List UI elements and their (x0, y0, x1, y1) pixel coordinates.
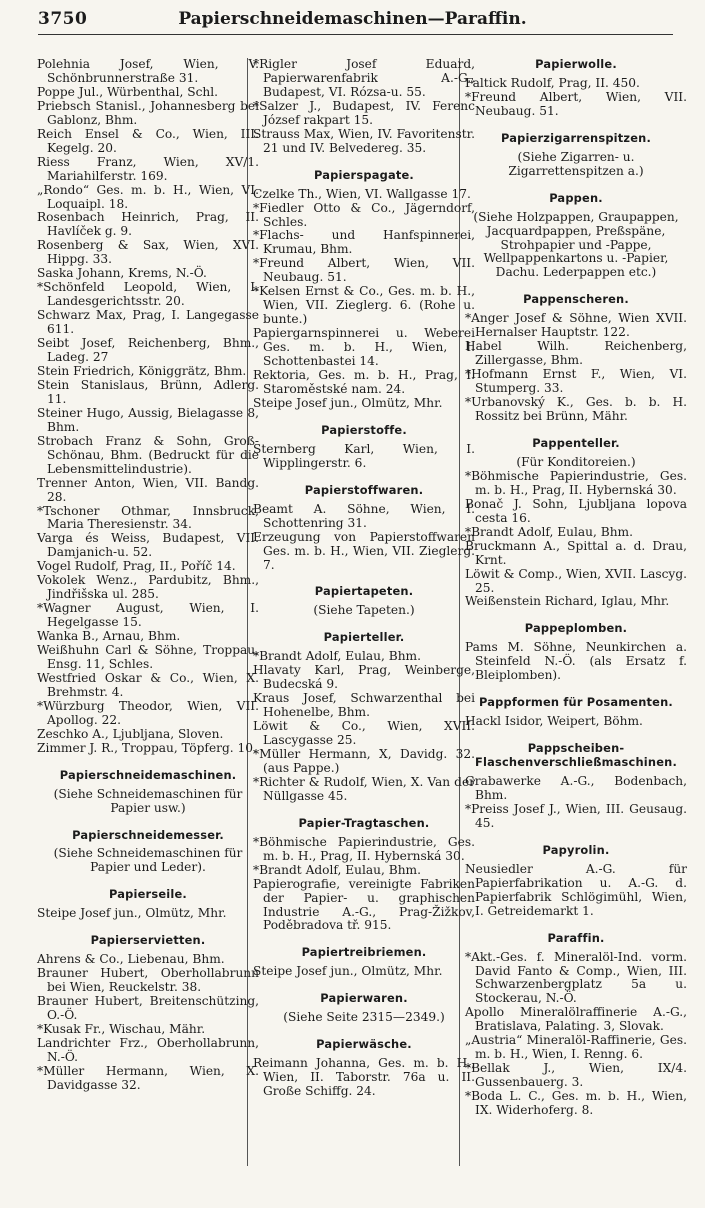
directory-entry: *Schönfeld Leopold, Wien, I. Landesgerichtsstr. 20. (37, 280, 259, 309)
cross-reference-note: (Für Konditoreien.) (516, 454, 636, 469)
section-heading: Papierwolle. (535, 57, 617, 71)
directory-entry: *Müller Hermann, X, Davidg. 32. (aus Pappe.) (253, 746, 475, 775)
section-heading: Papyrolin. (542, 842, 610, 857)
directory-entry: Rosenbach Heinrich, Prag, II. Havlíček g. 9. (37, 210, 259, 239)
directory-entry: Poppe Jul., Würbenthal, Schl. (37, 84, 219, 99)
page-header (30, 6, 675, 34)
directory-entry: Papierografie, vereinigte Fabriken der Papier- u. graphischen Industrie A.-G., Prag-Žižkov, Poděbradova tř. 915. (253, 876, 475, 933)
directory-entry: Rosenberg & Sax, Wien, XVI. Hippg. 33. (37, 238, 259, 267)
directory-entry: *Richter & Rudolf, Wien, X. Van der Nüllgasse 45. (253, 774, 475, 803)
directory-entry: *Akt.-Ges. f. Mineralöl-Ind. vorm. David Fanto & Comp., Wien, III. Schwarzenbergplatz 5a u. Stockerau, N.-Ö. (465, 949, 687, 1006)
section-heading: Pappeplomben. (524, 621, 628, 636)
directory-entry: „Rondo“ Ges. m. b. H., Wien, VI. Loquaipl. 18. (37, 182, 259, 211)
section-heading: Papierzigarrenspitzen. (500, 130, 652, 145)
section-heading: Papiertapeten. (314, 584, 414, 599)
directory-entry: Steipe Josef jun., Olmütz, Mhr. (253, 964, 443, 979)
section-heading: Papierteller. (323, 630, 405, 645)
directory-entry: *Hofmann Ernst F., Wien, VI. Stumperg. 33. (465, 367, 687, 396)
column-3 (465, 58, 687, 1118)
directory-entry: Beamt A. Söhne, Wien, I. Schottenring 31. (253, 501, 475, 530)
directory-entry: *Kelsen Ernst & Co., Ges. m. b. H., Wien, VII. Zieglerg. 6. (Rohe u. bunte.) (253, 284, 475, 327)
cross-reference-note: (Siehe Seite 2315—2349.) (283, 1010, 445, 1025)
directory-entry: Steipe Josef jun., Olmütz, Mhr. (37, 906, 227, 921)
section-heading: Pappformen für Posamenten. (479, 695, 673, 710)
directory-entry: Steipe Josef jun., Olmütz, Mhr. (253, 395, 443, 410)
directory-entry: Bonač J. Sohn, Ljubljana lopova cesta 16. (465, 496, 687, 525)
section-heading: Papierstoffe. (321, 422, 407, 437)
directory-entry: *Urbanovský K., Ges. b. b. H. Rossitz bei Brünn, Mähr. (465, 395, 687, 424)
header-rule (38, 34, 673, 35)
directory-entry: Papiergarnspinnerei u. Weberei Ges. m. b. H., Wien, I. Schottenbastei 14. (253, 326, 475, 369)
section-heading: Papierschneidemesser. (72, 827, 224, 842)
directory-entry: Habel Wilh. Reichenberg, Zillergasse, Bhm. (465, 339, 687, 368)
directory-entry: *Würzburg Theodor, Wien, VII. Apollog. 22. (37, 698, 259, 727)
page-number: 3750 (38, 9, 88, 29)
directory-entry: Neusiedler A.-G. für Papierfabrikation u. A.-G. d. Papierfabrik Schlögimühl, Wien, I. Getreidemarkt 1. (465, 861, 687, 918)
cross-reference-note: (Siehe Schneidemaschinen für Papier und Leder). (53, 846, 243, 875)
cross-reference-note: (Siehe Schneidemaschinen für Papier usw.) (53, 786, 243, 815)
directory-entry: Strobach Franz & Sohn, Groß-Schönau, Bhm. (Bedruckt für die Lebensmittelindustrie). (37, 433, 259, 476)
cross-reference-note: (Siehe Tapeten.) (313, 603, 415, 618)
directory-entry: Faltick Rudolf, Prag, II. 450. (465, 75, 640, 90)
directory-entry: Wanka B., Arnau, Bhm. (37, 629, 181, 644)
directory-entry: *Brandt Adolf, Eulau, Bhm. (465, 524, 633, 539)
directory-entry: *Salzer J., Budapest, IV. Ferenc József rakpart 15. (253, 98, 475, 127)
directory-entry: Bruckmann A., Spittal a. d. Drau, Krnt. (465, 538, 687, 567)
directory-entry: *Fiedler Otto & Co., Jägerndorf, Schles. (253, 200, 475, 229)
directory-entry: Sternberg Karl, Wien, I. Wipplingerstr. 6. (253, 441, 475, 470)
directory-entry: Stein Stanislaus, Brünn, Adlerg. 11. (37, 377, 259, 406)
directory-entry: Löwit & Comp., Wien, XVII. Lascyg. 25. (465, 566, 687, 595)
directory-entry: Vogel Rudolf, Prag, II., Poříč 14. (37, 559, 236, 574)
section-heading: Pappen. (549, 190, 603, 205)
directory-entry: Erzeugung von Papierstoffwaren Ges. m. b. H., Wien, VII. Zieglerg. 7. (253, 529, 475, 572)
column-2 (253, 58, 475, 1099)
directory-entry: Schwarz Max, Prag, I. Langegasse 611. (37, 308, 259, 337)
section-heading: Papierwaren. (320, 991, 408, 1006)
directory-entry: Hackl Isidor, Weipert, Böhm. (465, 714, 643, 729)
directory-entry: Seibt Josef, Reichenberg, Bhm., Ladeg. 27 (37, 336, 259, 365)
section-heading: Paraffin. (547, 930, 605, 945)
directory-entry: Westfried Oskar & Co., Wien, X. Brehmstr. 4. (37, 670, 259, 699)
section-heading: Pappenteller. (532, 435, 620, 450)
directory-entry: Vokolek Wenz., Pardubitz, Bhm., Jindřišska ul. 285. (37, 573, 259, 602)
directory-entry: *Bellak J., Wien, IX/4. Gussenbauerg. 3. (465, 1061, 687, 1090)
directory-entry: Landrichter Frz., Oberhollabrunn, N.-Ö. (37, 1035, 259, 1064)
section-heading: Papierstoffwaren. (304, 482, 424, 497)
directory-entry: Stein Friedrich, Königgrätz, Bhm. (37, 363, 247, 378)
directory-entry: *Rigler Josef Eduard, Papierwarenfabrik A.-G., Budapest, VI. Rózsa-u. 55. (253, 57, 475, 99)
directory-entry: *Preiss Josef J., Wien, III. Geusaug. 45. (465, 801, 687, 830)
directory-entry: Apollo Mineralölraffinerie A.-G., Bratislava, Palating. 3, Slovak. (465, 1005, 687, 1034)
directory-entry: Hlavaty Karl, Prag, Weinberge, Budecská 9. (253, 663, 475, 692)
directory-entry: Riess Franz, Wien, XV/1. Mariahilferstr. 169. (37, 154, 259, 183)
directory-entry: Pams M. Söhne, Neunkirchen a. Steinfeld N.-Ö. (als Ersatz f. Bleiplomben). (465, 640, 687, 683)
directory-entry: *Freund Albert, Wien, VII. Neubaug. 51. (253, 256, 475, 285)
section-heading: Papierseile. (109, 887, 187, 902)
directory-entry: Varga és Weiss, Budapest, VII. Damjanich-u. 52. (37, 531, 259, 560)
directory-entry: *Boda L. C., Ges. m. b. H., Wien, IX. Widerhoferg. 8. (465, 1089, 687, 1118)
directory-entry: *Kusak Fr., Wischau, Mähr. (37, 1022, 206, 1036)
directory-entry: *Flachs- und Hanfspinnerei, Krumau, Bhm. (253, 228, 475, 257)
directory-entry: Zimmer J. R., Troppau, Töpferg. 10. (37, 740, 257, 755)
directory-entry: Kraus Josef, Schwarzenthal bei Hohenelbe, Bhm. (253, 691, 475, 720)
section-heading: Papier-Tragtaschen. (298, 815, 430, 830)
directory-entry: *Böhmische Papierindustrie, Ges. m. b. H., Prag, II. Hybernská 30. (465, 468, 687, 497)
directory-entry: Reich Ensel & Co., Wien, III. Kegelg. 20. (37, 126, 259, 155)
section-heading: Papierspagate. (314, 167, 414, 182)
directory-entry: Brauner Hubert, Breitenschützing, O.-Ö. (37, 994, 259, 1023)
directory-entry: Weißhuhn Carl & Söhne, Troppau, Ensg. 11, Schles. (37, 643, 259, 671)
directory-entry: Czelke Th., Wien, VI. Wallgasse 17. (253, 186, 471, 201)
page-title: Papierschneidemaschinen—Paraffin. (178, 9, 527, 29)
directory-entry: *Müller Hermann, Wien, X. Davidgasse 32. (37, 1063, 259, 1092)
directory-entry: *Anger Josef & Söhne, Wien XVII. Hernalser Hauptstr. 122. (465, 311, 687, 340)
directory-entry: *Freund Albert, Wien, VII. Neubaug. 51. (465, 89, 687, 118)
column-1 (37, 58, 259, 1093)
directory-entry: Priebsch Stanisl., Johannesberg bei Gablonz, Bhm. (37, 98, 259, 127)
directory-entry: Ahrens & Co., Liebenau, Bhm. (37, 952, 225, 967)
directory-entry: „Austria“ Mineralöl-Raffinerie, Ges. m. b. H., Wien, I. Renng. 6. (465, 1033, 687, 1062)
cross-reference-note: (Siehe Holzpappen, Graupappen, Jacquardpappen, Preßspäne, Strohpapier und -Pappe, Wellpappenkartons u. -Papier, Dachu. Lederpappen etc.) (473, 209, 679, 280)
directory-entry: *Brandt Adolf, Eulau, Bhm. (253, 649, 421, 664)
directory-entry: Polehnia Josef, Wien, V. Schönbrunnerstraße 31. (37, 57, 259, 85)
directory-entry: Grabawerke A.-G., Bodenbach, Bhm. (465, 774, 687, 802)
section-heading: Papierservietten. (90, 933, 206, 948)
directory-entry: *Wagner August, Wien, I. Hegelgasse 15. (37, 601, 259, 630)
directory-entry: Reimann Johanna, Ges. m. b. H., Wien, II. Taborstr. 76a u. II. Große Schiffg. 24. (253, 1056, 475, 1099)
section-heading: Papiertreibriemen. (301, 945, 427, 960)
directory-entry: *Böhmische Papierindustrie, Ges. m. b. H., Prag, II. Hybernská 30. (253, 834, 475, 863)
section-heading: Pappscheiben-Flaschenverschließmaschinen. (475, 741, 677, 770)
section-heading: Papierwäsche. (316, 1037, 412, 1052)
directory-entry: Brauner Hubert, Oberhollabrunn bei Wien, Reuckelstr. 38. (37, 966, 259, 995)
directory-entry: Steiner Hugo, Aussig, Bielagasse 8, Bhm. (37, 405, 259, 434)
directory-entry: Löwit & Co., Wien, XVII. Lascygasse 25. (253, 719, 475, 748)
directory-entry: Strauss Max, Wien, IV. Favoritenstr. 21 und IV. Belvedereg. 35. (253, 126, 475, 155)
directory-entry: Trenner Anton, Wien, VII. Bandg. 28. (37, 475, 259, 504)
directory-entry: Weißenstein Richard, Iglau, Mhr. (465, 594, 670, 609)
section-heading: Papierschneidemaschinen. (59, 767, 237, 782)
cross-reference-note: (Siehe Zigarren- u. Zigarrettenspitzen a.) (508, 149, 644, 178)
directory-entry: Zeschko A., Ljubljana, Sloven. (37, 726, 224, 741)
directory-entry: Rektoria, Ges. m. b. H., Prag, I. Staroměstské nam. 24. (253, 368, 475, 396)
directory-entry: *Brandt Adolf, Eulau, Bhm. (253, 862, 421, 877)
directory-entry: Saska Johann, Krems, N.-Ö. (37, 266, 207, 281)
section-heading: Pappenscheren. (523, 292, 629, 307)
directory-entry: *Tschoner Othmar, Innsbruck, Maria Theresienstr. 34. (37, 503, 259, 532)
